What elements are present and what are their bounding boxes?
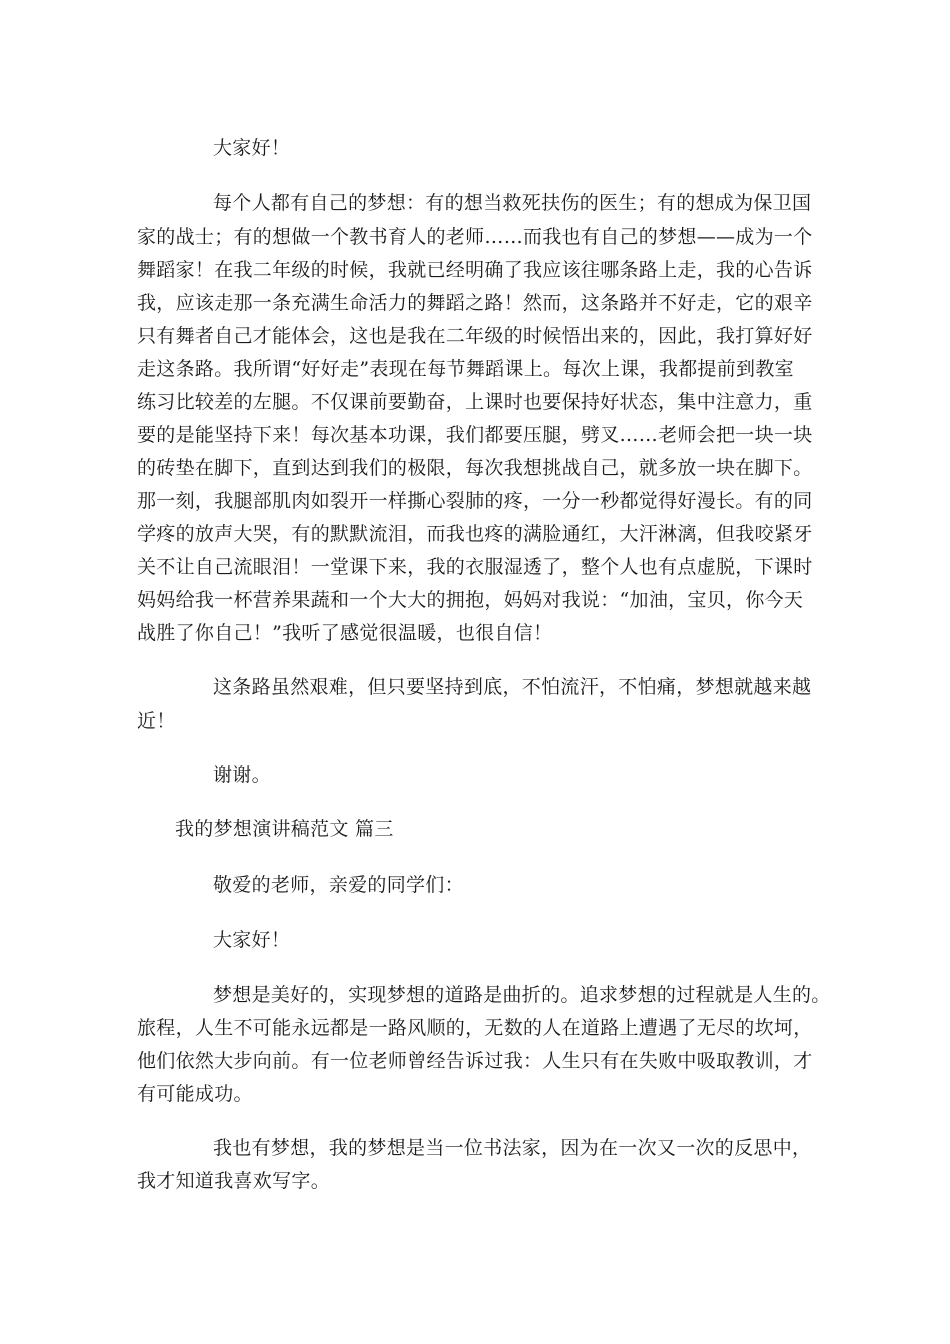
paragraph-line: 舞蹈家！在我二年级的时候，我就已经明确了我应该往哪条路上走，我的心告诉 (137, 259, 813, 281)
paragraph-line: 只有舞者自己才能体会，这也是我在二年级的时候悟出来的，因此，我打算好好 (137, 325, 813, 347)
greeting: 大家好！ (213, 137, 291, 159)
paragraph-line: 他们依然大步向前。有一位老师曾经告诉过我：人生只有在失败中吸取教训，才 (137, 1050, 813, 1072)
paragraph-line: 要的是能坚持下来！每次基本功课，我们都要压腿，劈叉……老师会把一块一块 (137, 424, 813, 446)
greeting: 大家好！ (213, 929, 291, 951)
paragraph-line: 那一刻，我腿部肌肉如裂开一样撕心裂肺的疼，一分一秒都觉得好漫长。有的同 (137, 490, 813, 512)
closing: 谢谢。 (213, 764, 271, 786)
paragraph-line: 梦想是美好的，实现梦想的道路是曲折的。追求梦想的过程就是人生的。 (213, 984, 831, 1006)
paragraph-line: 练习比较差的左腿。不仅课前要勤奋，上课时也要保持好状态，集中注意力，重 (137, 391, 813, 413)
paragraph-line: 家的战士；有的想做一个教书育人的老师……而我也有自己的梦想——成为一个 (137, 226, 813, 248)
paragraph-line: 这条路虽然艰难，但只要坚持到底，不怕流汗，不怕痛，梦想就越来越 (213, 676, 812, 698)
paragraph-line: 走这条路。我所谓“好好走”表现在每节舞蹈课上。每次上课，我都提前到教室 (137, 358, 794, 380)
section-title: 我的梦想演讲稿范文 篇三 (175, 818, 394, 840)
paragraph-line: 近！ (137, 710, 176, 732)
paragraph-line: 我才知道我喜欢写字。 (137, 1170, 331, 1192)
paragraph-line: 妈妈给我一杯营养果蔬和一个大大的拥抱，妈妈对我说：“加油，宝贝，你今天 (137, 589, 804, 611)
paragraph-line: 我，应该走那一条充满生命活力的舞蹈之路！然而，这条路并不好走，它的艰辛 (137, 292, 813, 314)
paragraph-line: 有可能成功。 (137, 1083, 253, 1105)
paragraph-line: 战胜了你自己！”我听了感觉很温暖，也很自信！ (137, 622, 553, 644)
paragraph-line: 关不让自己流眼泪！一堂课下来，我的衣服湿透了，整个人也有点虚脱，下课时 (137, 556, 813, 578)
paragraph-line: 每个人都有自己的梦想：有的想当救死扶伤的医生；有的想成为保卫国 (213, 192, 812, 214)
paragraph-line: 的砖垫在脚下，直到达到我们的极限，每次我想挑战自己，就多放一块在脚下。 (137, 457, 813, 479)
paragraph-line: 旅程，人生不可能永远都是一路风顺的，无数的人在道路上遭遇了无尽的坎坷， (137, 1017, 813, 1039)
paragraph-line: 我也有梦想，我的梦想是当一位书法家，因为在一次又一次的反思中， (213, 1137, 812, 1159)
salutation: 敬爱的老师，亲爱的同学们： (213, 874, 464, 896)
paragraph-line: 学疼的放声大哭，有的默默流泪，而我也疼的满脸通红，大汗淋漓，但我咬紧牙 (137, 523, 813, 545)
